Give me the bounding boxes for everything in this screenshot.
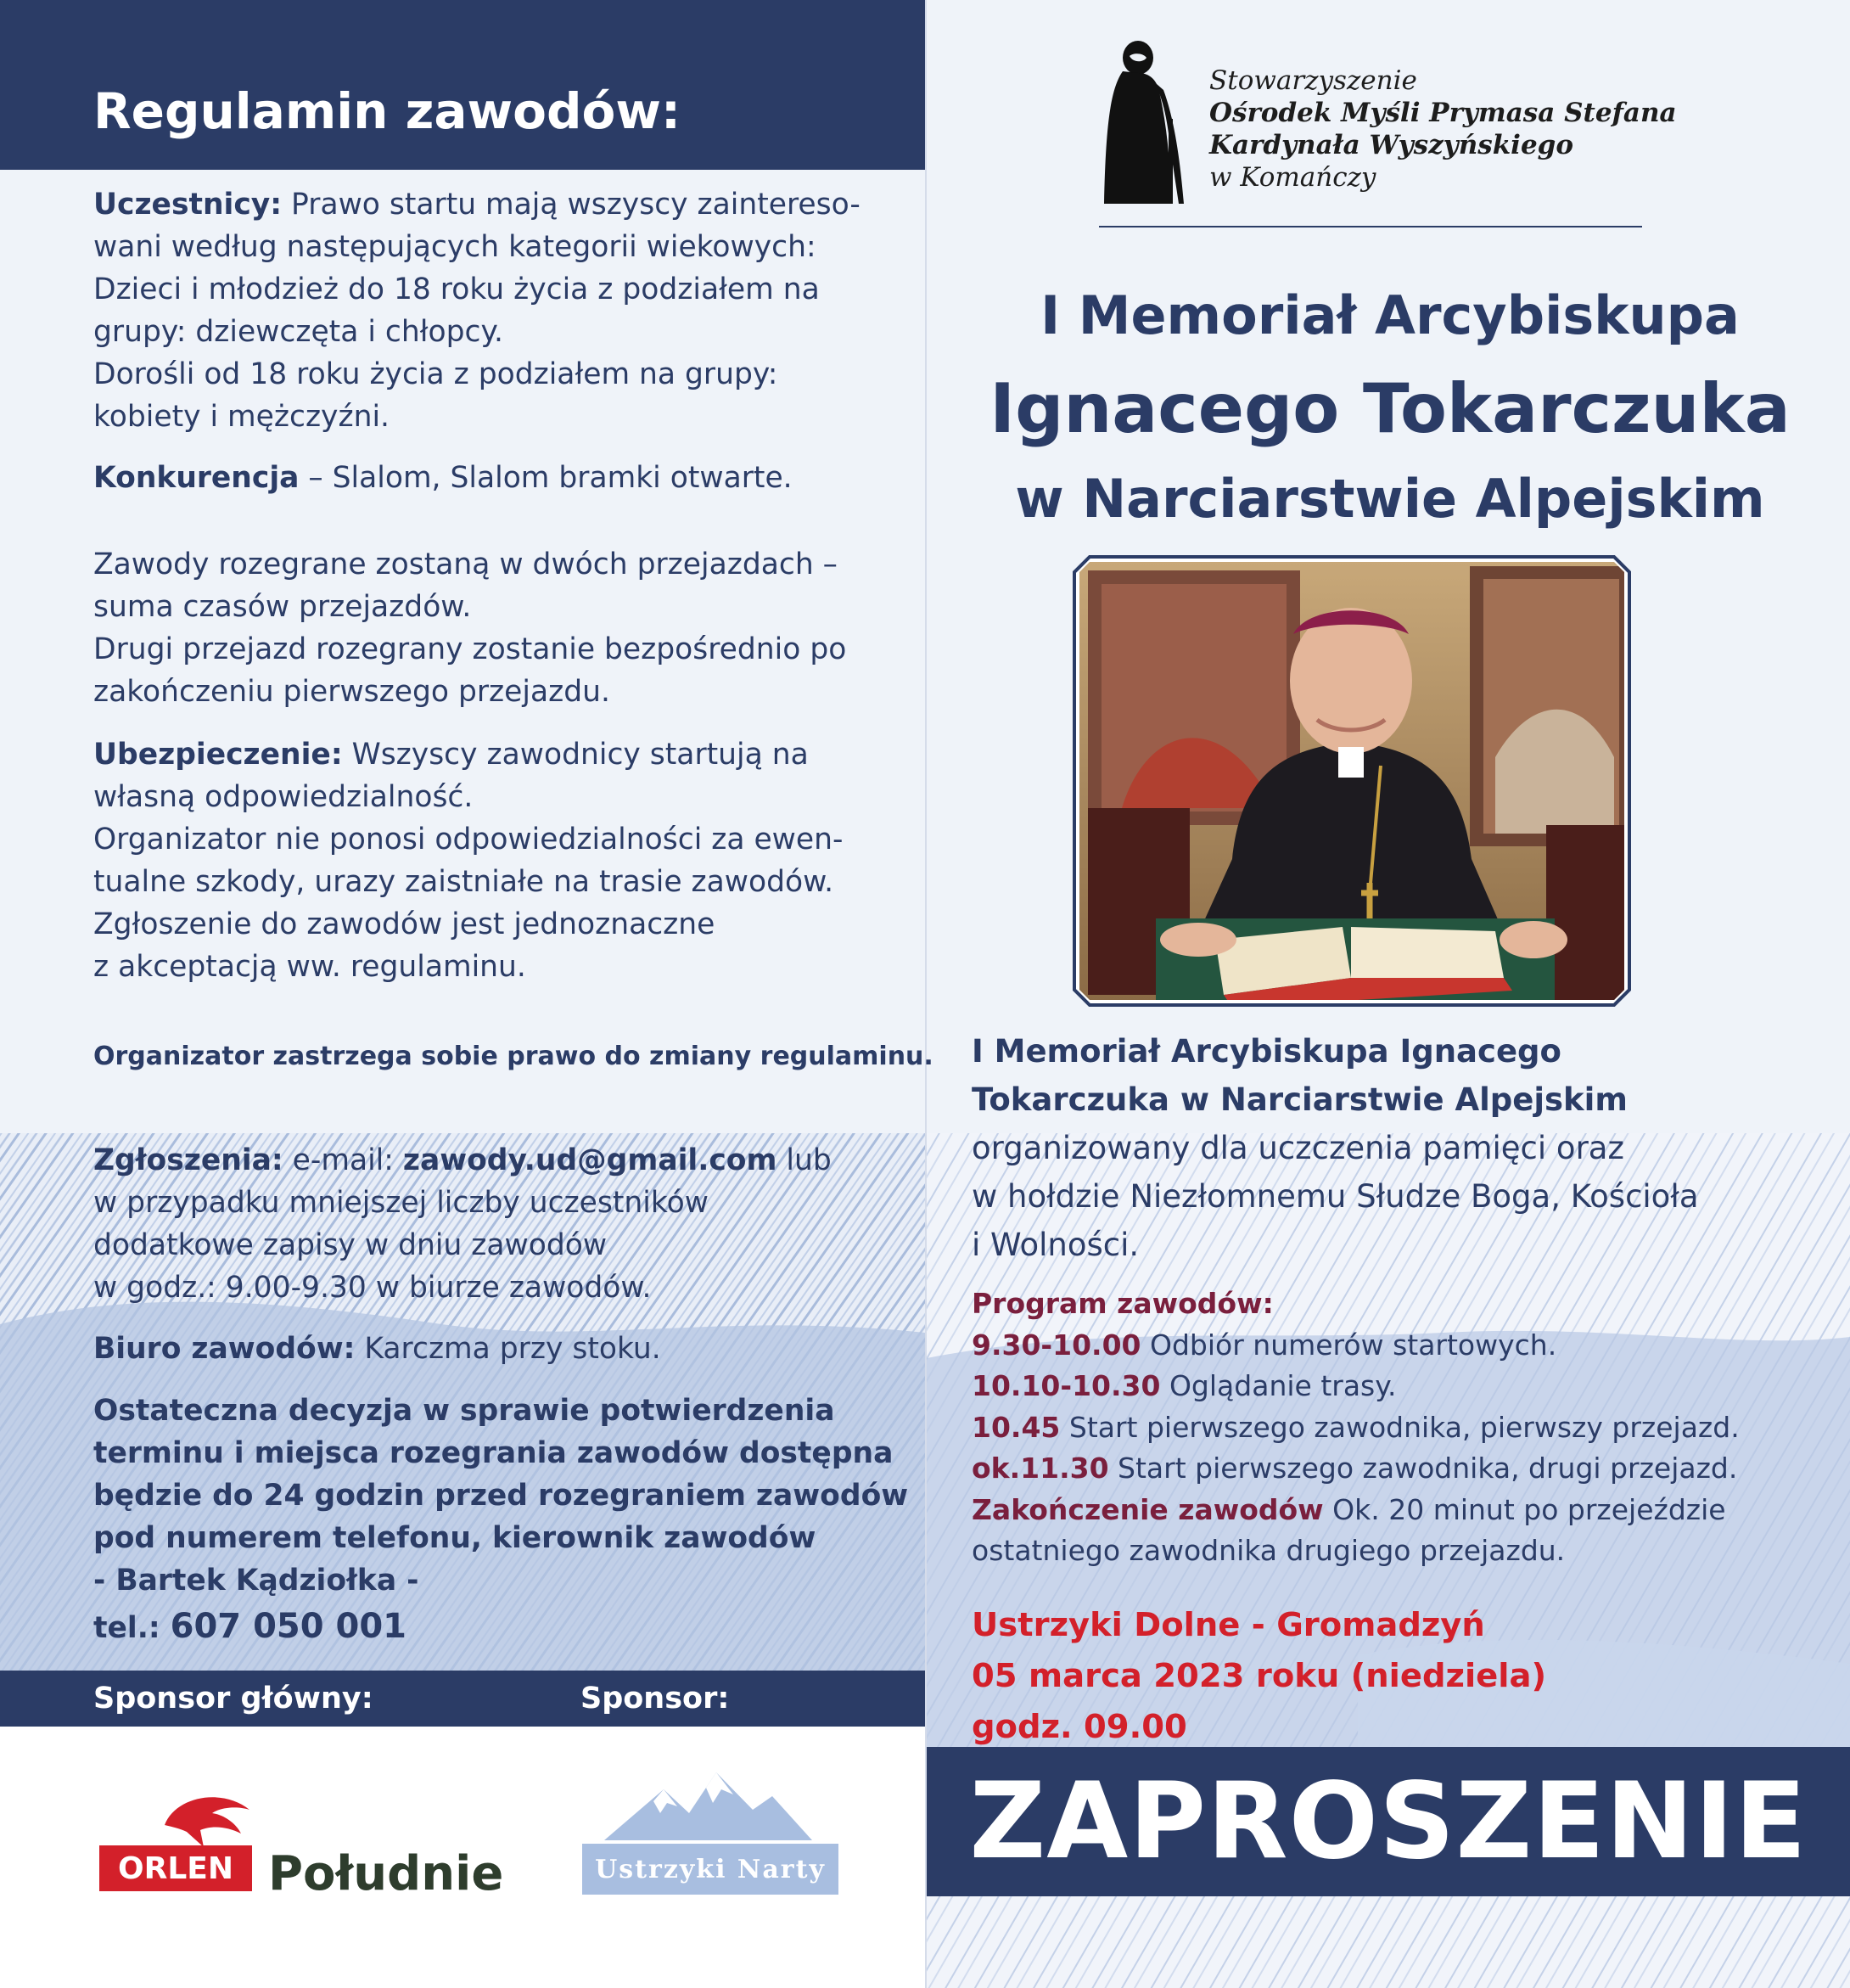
office-text: Karczma przy stoku. [355, 1332, 661, 1366]
organization-name [1209, 65, 1677, 194]
runs-line4: zakończeniu pierwszego przejazdu. [93, 675, 610, 709]
registration-prefix: e-mail: [283, 1143, 403, 1177]
main-sponsor-label: Sponsor główny: [93, 1682, 373, 1716]
program-time: 10.45 [972, 1410, 1061, 1444]
program-text: Start pierwszego zawodnika, drugi przejazd. [1108, 1452, 1738, 1485]
program-text: Start pierwszego zawodnika, pierwszy przejazd. [1060, 1410, 1740, 1444]
memorial-description [972, 1027, 1699, 1269]
competition-label: Konkurencja [93, 461, 300, 495]
runs-line3: Drugi przejazd rozegrany zostanie bezpośrednio po [93, 632, 847, 666]
program-time: 9.30-10.00 [972, 1328, 1141, 1362]
event-time: godz. 09.00 [972, 1708, 1187, 1746]
competition-text: – Slalom, Slalom bramki otwarte. [299, 461, 793, 495]
insurance-line3: Organizator nie ponosi odpowiedzialności za ewen- [93, 823, 844, 856]
participants-line1: Prawo startu mają wszyscy zaintereso- [282, 188, 861, 222]
registration-email-link[interactable]: zawody.ud@gmail.com [402, 1143, 777, 1177]
program-last-line: ostatniego zawodnika drugiego przejazdu. [972, 1534, 1566, 1567]
program-item [972, 1325, 1740, 1367]
title-line3: w Narciarstwie Alpejskim [1015, 468, 1765, 530]
organization-line4: w Komańczy [1209, 162, 1376, 193]
runs-section [93, 543, 846, 713]
invitation-title: ZAPROSZENIE [969, 1761, 1808, 1883]
insurance-label: Ubezpieczenie: [93, 738, 343, 772]
runs-line1: Zawody rozegrane zostaną w dwóch przejazdach – [93, 548, 838, 581]
event-date: 05 marca 2023 roku (niedziela) [972, 1657, 1547, 1695]
column-divider [925, 0, 927, 1988]
registration-label: Zgłoszenia: [93, 1143, 283, 1177]
participants-line6: kobiety i mężczyźni. [93, 400, 390, 434]
header-divider [1099, 226, 1642, 227]
poludnie-word: Południe [268, 1846, 504, 1900]
program-section [972, 1283, 1740, 1572]
program-text: Ok. 20 minut po przejeździe [1323, 1492, 1726, 1526]
participants-line5: Dorośli od 18 roku życia z podziałem na grupy: [93, 357, 778, 391]
participants-section [93, 183, 861, 438]
insurance-section [93, 733, 843, 988]
rules-title: Regulamin zawodów: [93, 82, 681, 140]
program-item [972, 1407, 1740, 1449]
final-decision-section [93, 1390, 908, 1649]
description-line5: i Wolności. [972, 1227, 1140, 1263]
organizer-note: Organizator zastrzega sobie prawo do zmiany regulaminu. [93, 1042, 933, 1071]
description-line4: w hołdzie Niezłomnemu Słudze Boga, Kościoła [972, 1178, 1699, 1215]
participants-line2: wani według następujących kategorii wiekowych: [93, 230, 816, 264]
competition-section [93, 457, 793, 499]
participants-label: Uczestnicy: [93, 188, 283, 222]
final-decision-line1: Ostateczna decyzja w sprawie potwierdzenia [93, 1394, 835, 1428]
description-line2: Tokarczuka w Narciarstwie Alpejskim [972, 1081, 1628, 1118]
organization-line2: Ośrodek Myśli Prymasa Stefana [1209, 98, 1677, 128]
event-info [972, 1600, 1546, 1753]
orlen-word: ORLEN [118, 1851, 233, 1886]
registration-line4: w godz.: 9.00-9.30 w biurze zawodów. [93, 1271, 652, 1305]
program-time: ok.11.30 [972, 1452, 1109, 1485]
registration-suffix: lub [776, 1143, 832, 1177]
event-location: Ustrzyki Dolne - Gromadzyń [972, 1606, 1485, 1644]
office-section [93, 1328, 661, 1370]
program-title: Program zawodów: [972, 1287, 1274, 1320]
final-decision-line4: pod numerem telefonu, kierownik zawodów [93, 1521, 816, 1555]
program-item [972, 1448, 1740, 1490]
registration-section [93, 1139, 832, 1309]
program-item [972, 1366, 1740, 1407]
title-line1: I Memoriał Arcybiskupa [1040, 284, 1740, 346]
insurance-line4: tualne szkody, urazy zaistniałe na trasie zawodów. [93, 865, 834, 899]
final-decision-line2: terminu i miejsca rozegrania zawodów dostępna [93, 1436, 894, 1470]
participants-line4: grupy: dziewczęta i chłopcy. [93, 315, 503, 349]
organization-line3: Kardynała Wyszyńskiego [1209, 130, 1574, 160]
office-label: Biuro zawodów: [93, 1332, 356, 1366]
tel-label: tel.: [93, 1611, 171, 1645]
final-decision-line5: - Bartek Kądziołka - [93, 1564, 419, 1598]
participants-line3: Dzieci i młodzież do 18 roku życia z podziałem na [93, 272, 820, 306]
sponsor-label: Sponsor: [580, 1682, 730, 1716]
orlen-poludnie-logo [95, 1772, 553, 1900]
final-decision-line3: będzie do 24 godzin przed rozegraniem zawodów [93, 1479, 909, 1513]
description-line3: organizowany dla uczczenia pamięci oraz [972, 1130, 1624, 1166]
tel-number[interactable]: 607 050 001 [170, 1607, 406, 1646]
insurance-line6: z akceptacją ww. regulaminu. [93, 950, 526, 984]
insurance-line5: Zgłoszenie do zawodów jest jednoznaczne [93, 907, 715, 941]
program-item [972, 1490, 1740, 1531]
ustrzyki-narty-text: Ustrzyki Narty [595, 1855, 826, 1884]
registration-line3: dodatkowe zapisy w dniu zawodów [93, 1228, 608, 1262]
description-line1: I Memoriał Arcybiskupa Ignacego [972, 1033, 1561, 1070]
program-time: Zakończenie zawodów [972, 1492, 1324, 1526]
ustrzyki-narty-logo [579, 1766, 842, 1898]
orlen-eagle-icon [165, 1797, 249, 1847]
primate-silhouette-logo [1099, 37, 1192, 204]
insurance-line2: własną odpowiedzialność. [93, 780, 474, 814]
archbishop-photo [1071, 553, 1633, 1008]
mountain-icon [604, 1772, 812, 1840]
organization-line1: Stowarzyszenie [1209, 65, 1417, 96]
program-text: Oglądanie trasy. [1160, 1369, 1397, 1402]
program-time: 10.10-10.30 [972, 1369, 1161, 1402]
title-line2: Ignacego Tokarczuka [989, 369, 1791, 448]
insurance-line1: Wszyscy zawodnicy startują na [342, 738, 809, 772]
program-text: Odbiór numerów startowych. [1141, 1328, 1557, 1362]
registration-line2: w przypadku mniejszej liczby uczestników [93, 1186, 709, 1220]
runs-line2: suma czasów przejazdów. [93, 590, 472, 624]
